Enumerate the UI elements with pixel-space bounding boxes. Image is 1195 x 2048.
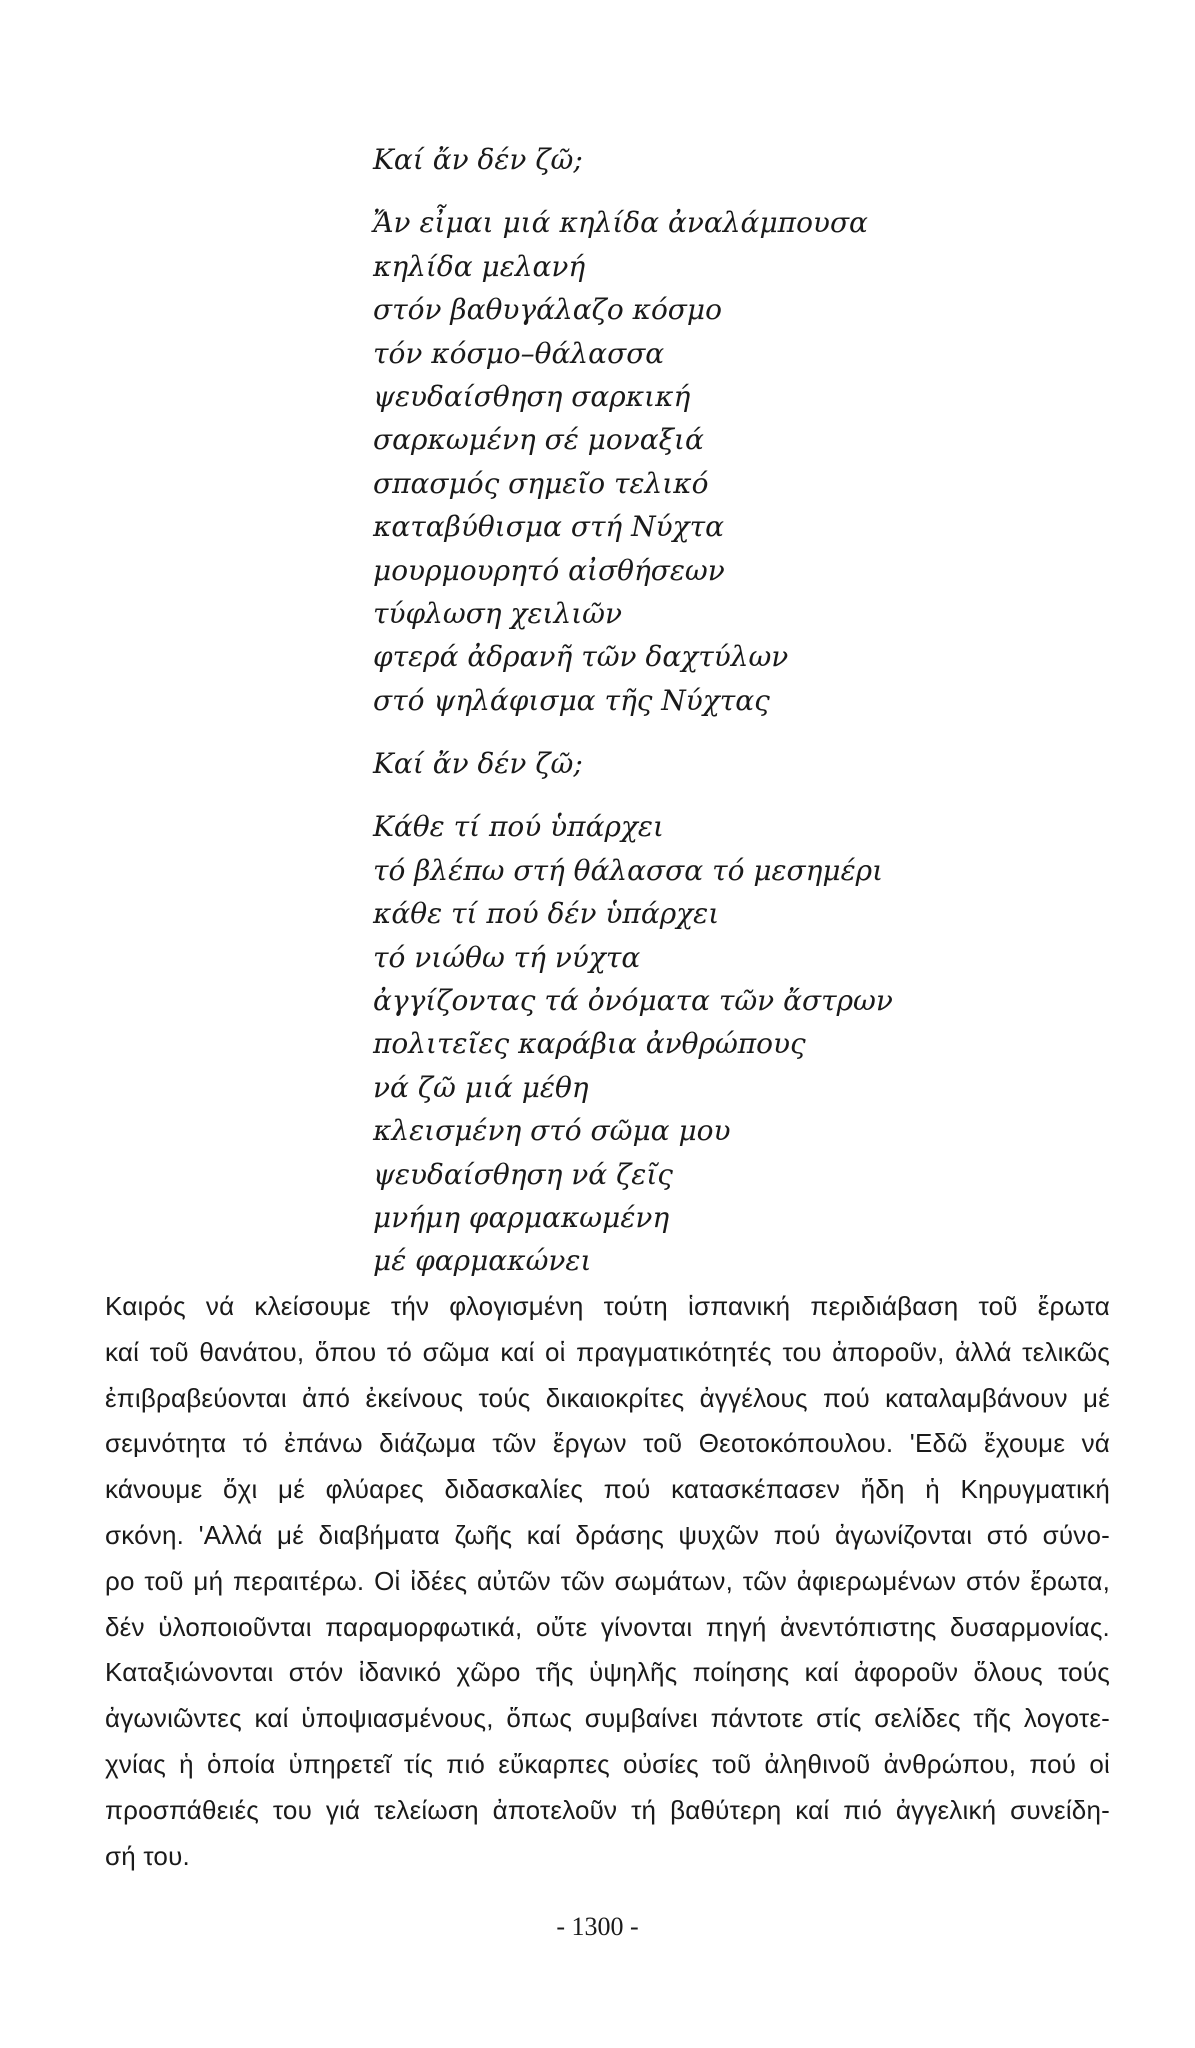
poem-line: Κάθε τί πού ὑπάρχει bbox=[373, 810, 664, 844]
poem-line: μουρμουρητό αἰσθήσεων bbox=[373, 553, 725, 587]
prose-line: προσπάθειές του γιά τελείωση ἀποτελοῦν τή βαθύτερη καί πιό ἀγγελική συνείδη- bbox=[105, 1794, 1110, 1825]
prose-line: ἐπιβραβεύονται ἀπό ἐκείνους τούς δικαιοκρίτες ἀγγέλους πού καταλαμβάνουν μέ bbox=[105, 1382, 1110, 1413]
poem-line: νά ζῶ μιά μέθη bbox=[373, 1070, 589, 1104]
poem-refrain-2 bbox=[373, 742, 1133, 785]
poem-line: πολιτεῖες καράβια ἀνθρώπους bbox=[373, 1027, 806, 1061]
poem-line: στό ψηλάφισμα τῆς Νύχτας bbox=[373, 683, 770, 717]
poem-line: ψευδαίσθηση σαρκική bbox=[373, 379, 691, 413]
poem-line: τύφλωση χειλιῶν bbox=[373, 596, 623, 630]
poem-line: κλεισμένη στό σῶμα μου bbox=[373, 1114, 731, 1148]
prose-line: κάνουμε ὄχι μέ φλύαρες διδασκαλίες πού κατασκέπασεν ἤδη ἡ Κηρυγματική bbox=[105, 1474, 1110, 1505]
poem-stanza-1 bbox=[373, 201, 1133, 722]
prose-line: ρο τοῦ μή περαιτέρω. Οἱ ἰδέες αὐτῶν τῶν σωμάτων, τῶν ἀφιερωμένων στόν ἔρωτα, bbox=[105, 1565, 1110, 1596]
poem bbox=[373, 138, 1133, 1283]
poem-line: Καί ἄν δέν ζῶ; bbox=[373, 143, 583, 176]
poem-line: τό βλέπω στή θάλασσα τό μεσημέρι bbox=[373, 853, 884, 887]
poem-line: καταβύθισμα στή Νύχτα bbox=[373, 510, 724, 544]
poem-line: ψευδαίσθηση νά ζεῖς bbox=[373, 1157, 673, 1191]
poem-line: τόν κόσμο–θάλασσα bbox=[373, 336, 665, 370]
poem-line: ἀγγίζοντας τά ὀνόματα τῶν ἄστρων bbox=[373, 984, 893, 1018]
prose-line: σή του. bbox=[105, 1840, 190, 1871]
prose-paragraph bbox=[105, 1284, 1110, 1879]
prose-line: σκόνη. 'Αλλά μέ διαβήματα ζωῆς καί δράσης ψυχῶν πού ἀγωνίζονται στό σύνο- bbox=[105, 1519, 1110, 1550]
prose-line: Καταξιώνονται στόν ἰδανικό χῶρο τῆς ὑψηλῆς ποίησης καί ἀφοροῦν ὅλους τούς bbox=[105, 1657, 1110, 1688]
poem-line: σαρκωμένη σέ μοναξιά bbox=[373, 423, 704, 457]
poem-line: φτερά ἀδρανῆ τῶν δαχτύλων bbox=[373, 640, 789, 674]
poem-line: μνήμη φαρμακωμένη bbox=[373, 1200, 670, 1234]
prose-line: σεμνότητα τό ἐπάνω διάζωμα τῶν ἔργων τοῦ Θεοτοκόπουλου. 'Εδῶ ἔχουμε νά bbox=[105, 1428, 1110, 1459]
prose-line: καί τοῦ θανάτου, ὅπου τό σῶμα καί οἱ πραγματικότητές του ἀποροῦν, ἀλλά τελικῶς bbox=[105, 1336, 1110, 1367]
poem-refrain-1 bbox=[373, 138, 1133, 181]
poem-line: κάθε τί πού δέν ὑπάρχει bbox=[373, 897, 720, 931]
poem-line: Καί ἄν δέν ζῶ; bbox=[373, 747, 583, 781]
prose-line: δέν ὑλοποιοῦνται παραμορφωτικά, οὔτε γίνονται πηγή ἀνεντόπιστης δυσαρμονίας. bbox=[105, 1611, 1110, 1642]
prose-line: χνίας ἡ ὁποία ὑπηρετεῖ τίς πιό εὔκαρπες οὐσίες τοῦ ἀληθινοῦ ἀνθρώπου, πού οἱ bbox=[105, 1748, 1110, 1779]
page-number: - 1300 - bbox=[556, 1912, 639, 1941]
prose-line: Καιρός νά κλείσουμε τήν φλογισμένη τούτη ἱσπανική περιδιάβαση τοῦ ἔρωτα bbox=[105, 1291, 1110, 1321]
poem-line: μέ φαρμακώνει bbox=[373, 1244, 592, 1278]
poem-line: Ἄν εἶμαι μιά κηλίδα ἀναλάμπουσα bbox=[373, 206, 868, 240]
poem-line: κηλίδα μελανή bbox=[373, 249, 586, 283]
poem-line: σπασμός σημεῖο τελικό bbox=[373, 466, 709, 500]
poem-stanza-2 bbox=[373, 805, 1133, 1282]
poem-line: στόν βαθυγάλαζο κόσμο bbox=[373, 293, 722, 327]
poem-line: τό νιώθω τή νύχτα bbox=[373, 940, 641, 974]
prose-line: ἀγωνιῶντες καί ὑποψιασμένους, ὅπως συμβαίνει πάντοτε στίς σελίδες τῆς λογοτε- bbox=[105, 1703, 1110, 1734]
